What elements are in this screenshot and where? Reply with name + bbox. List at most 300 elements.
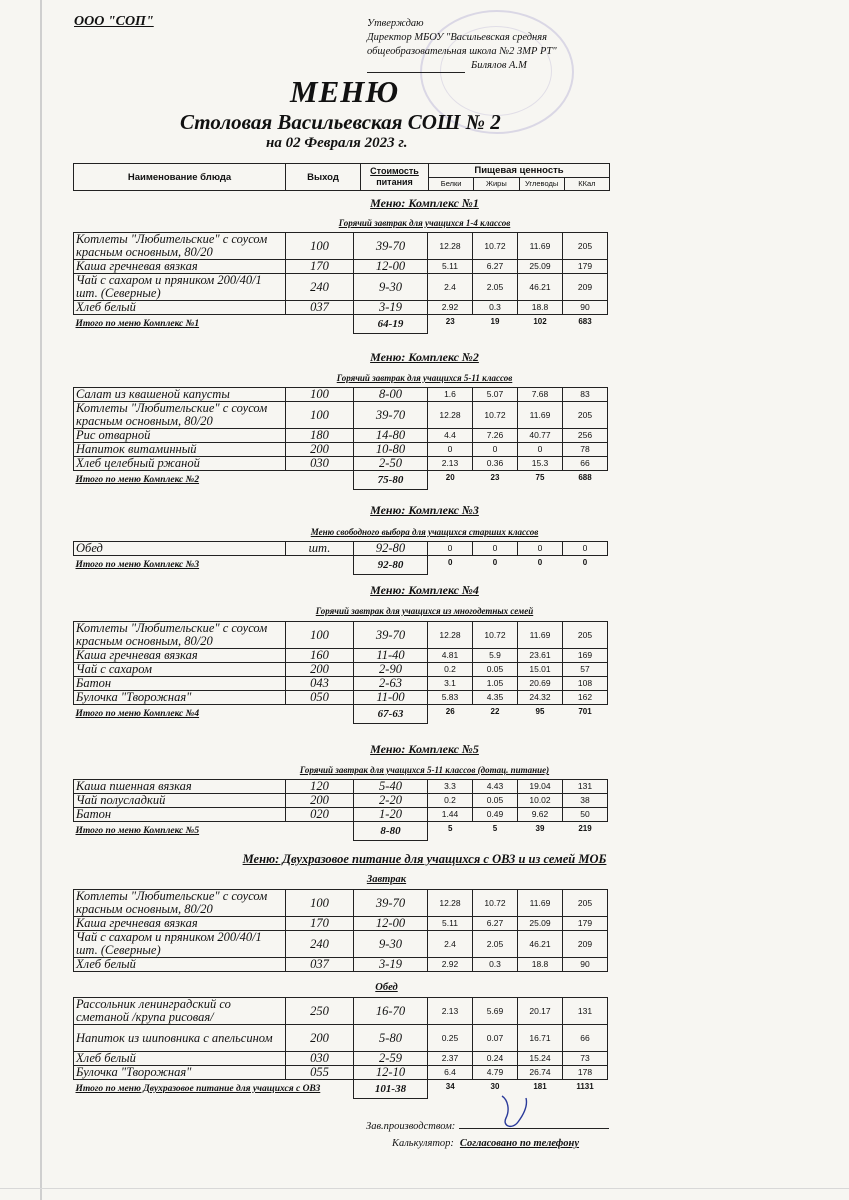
dish-kcal: 179 [563, 917, 608, 931]
dish-protein: 0.2 [428, 794, 473, 808]
dish-carbs: 0 [518, 542, 563, 556]
dish-protein: 2.37 [428, 1052, 473, 1066]
dish-price: 3-19 [354, 958, 428, 972]
header-price-line1: Стоимость [370, 166, 419, 176]
dish-row [74, 1025, 608, 1052]
dish-yield: 160 [286, 649, 354, 663]
dish-yield: 180 [286, 429, 354, 443]
section-sub-4: Горячий завтрак для учащихся из многодетных семей [315, 606, 534, 616]
dish-kcal: 169 [563, 649, 608, 663]
dish-fat: 4.35 [473, 691, 518, 705]
dish-price: 5-80 [354, 1025, 428, 1052]
total-carbs: 95 [535, 707, 545, 716]
header-price [361, 164, 429, 190]
dish-price: 8-00 [354, 388, 428, 402]
section-title-1: Меню: Комплекс №1 [370, 196, 479, 210]
section-title-3: Меню: Комплекс №3 [370, 503, 479, 517]
dish-row [74, 649, 608, 663]
dish-name: Рис отварной [74, 429, 286, 443]
dish-carbs: 23.61 [518, 649, 563, 663]
dish-protein: 6.4 [428, 1066, 473, 1080]
total-protein: 34 [445, 1082, 455, 1091]
dish-fat: 10.72 [473, 233, 518, 260]
total-spacer [286, 471, 354, 490]
dish-price: 9-30 [354, 274, 428, 301]
dish-row [74, 388, 608, 402]
total-label: Итого по меню Комплекс №4 [75, 708, 200, 719]
dish-fat: 0.24 [473, 1052, 518, 1066]
dish-fat: 4.79 [473, 1066, 518, 1080]
total-row [74, 556, 608, 575]
dish-price: 39-70 [354, 233, 428, 260]
production-signature-line [459, 1128, 609, 1129]
dish-protein: 4.4 [428, 429, 473, 443]
dish-price: 2-20 [354, 794, 428, 808]
total-price: 67-63 [354, 705, 428, 724]
dish-carbs: 15.24 [518, 1052, 563, 1066]
total-kcal: 683 [578, 317, 592, 326]
approval-block [367, 17, 627, 73]
total-fat: 22 [490, 707, 500, 716]
total-spacer [286, 315, 354, 334]
dish-carbs: 25.09 [518, 917, 563, 931]
dish-yield: 200 [286, 794, 354, 808]
dish-kcal: 0 [563, 542, 608, 556]
dish-row [74, 691, 608, 705]
dish-price: 11-40 [354, 649, 428, 663]
dish-protein: 5.83 [428, 691, 473, 705]
total-price: 8-80 [354, 822, 428, 841]
section-title-5: Меню: Комплекс №5 [370, 742, 479, 756]
dish-name: Каша гречневая вязкая [74, 649, 286, 663]
total-fat: 30 [490, 1082, 500, 1091]
section-sub-6-breakfast: Завтрак [366, 874, 407, 885]
scan-edge [40, 0, 42, 1200]
dish-price: 2-59 [354, 1052, 428, 1066]
dish-name: Батон [74, 808, 286, 822]
dish-price: 2-90 [354, 663, 428, 677]
dish-yield: 170 [286, 260, 354, 274]
total-protein: 5 [448, 824, 453, 833]
dish-name: Чай полусладкий [74, 794, 286, 808]
dish-row [74, 794, 608, 808]
dish-kcal: 66 [563, 1025, 608, 1052]
dish-carbs: 46.21 [518, 274, 563, 301]
menu-table-6a [73, 889, 608, 972]
dish-carbs: 40.77 [518, 429, 563, 443]
total-carbs: 39 [535, 824, 545, 833]
dish-carbs: 9.62 [518, 808, 563, 822]
dish-kcal: 205 [563, 622, 608, 649]
dish-fat: 5.69 [473, 998, 518, 1025]
dish-kcal: 205 [563, 233, 608, 260]
dish-protein: 2.92 [428, 958, 473, 972]
menu-table-1 [73, 232, 608, 334]
total-kcal: 1131 [576, 1082, 594, 1091]
dish-yield: 100 [286, 388, 354, 402]
approval-line-3: общеобразовательная школа №2 ЗМР РТ" [367, 46, 557, 57]
dish-carbs: 18.8 [518, 301, 563, 315]
dish-yield: 043 [286, 677, 354, 691]
dish-protein: 0.2 [428, 663, 473, 677]
dish-name: Котлеты "Любительские" с соусом красным основным, 80/20 [74, 402, 286, 429]
signature-line [367, 60, 465, 73]
dish-kcal: 209 [563, 274, 608, 301]
total-fat: 19 [490, 317, 500, 326]
dish-fat: 10.72 [473, 890, 518, 917]
dish-name: Салат из квашеной капусты [74, 388, 286, 402]
section-sub-5: Горячий завтрак для учащихся 5-11 классов (дотац. питание) [299, 765, 550, 775]
dish-row [74, 663, 608, 677]
dish-row [74, 998, 608, 1025]
dish-price: 10-80 [354, 443, 428, 457]
dish-yield: 100 [286, 233, 354, 260]
total-fat: 23 [490, 473, 500, 482]
total-kcal: 219 [578, 824, 592, 833]
dish-carbs: 24.32 [518, 691, 563, 705]
section-sub-6-lunch: Обед [375, 982, 398, 993]
dish-fat: 6.27 [473, 917, 518, 931]
menu-table-2 [73, 387, 608, 490]
dish-fat: 0.3 [473, 958, 518, 972]
dish-protein: 3.1 [428, 677, 473, 691]
dish-carbs: 0 [518, 443, 563, 457]
section-sub-3: Меню свободного выбора для учащихся старших классов [310, 527, 539, 537]
dish-fat: 10.72 [473, 622, 518, 649]
dish-fat: 2.05 [473, 274, 518, 301]
dish-carbs: 10.02 [518, 794, 563, 808]
total-spacer [286, 705, 354, 724]
dish-carbs: 15.3 [518, 457, 563, 471]
page-subtitle: Столовая Васильевская СОШ № 2 [180, 110, 501, 134]
dish-name: Хлеб белый [74, 301, 286, 315]
dish-name: Булочка "Творожная" [74, 691, 286, 705]
dish-carbs: 20.17 [518, 998, 563, 1025]
dish-kcal: 83 [563, 388, 608, 402]
dish-fat: 0.05 [473, 794, 518, 808]
dish-protein: 0 [428, 443, 473, 457]
dish-protein: 12.28 [428, 622, 473, 649]
total-fat: 5 [492, 824, 498, 833]
dish-name: Чай с сахаром [74, 663, 286, 677]
menu-table-6b [73, 997, 608, 1099]
dish-row [74, 443, 608, 457]
dish-row [74, 429, 608, 443]
total-label: Итого по меню Двухразовое питание для учащихся с ОВЗ [75, 1083, 321, 1094]
table-header [73, 163, 610, 191]
total-carbs: 181 [533, 1082, 547, 1091]
dish-row [74, 931, 608, 958]
approval-line-1: Утверждаю [367, 18, 424, 29]
dish-row [74, 260, 608, 274]
header-dish-name: Наименование блюда [74, 164, 286, 190]
total-spacer [286, 822, 354, 841]
dish-price: 3-19 [354, 301, 428, 315]
dish-yield: 100 [286, 402, 354, 429]
dish-yield: 030 [286, 457, 354, 471]
dish-protein: 12.28 [428, 402, 473, 429]
header-kcal: ККал [578, 179, 596, 188]
dish-kcal: 50 [563, 808, 608, 822]
dish-kcal: 205 [563, 402, 608, 429]
dish-row [74, 780, 608, 794]
dish-row [74, 1052, 608, 1066]
dish-yield: 100 [286, 890, 354, 917]
total-carbs: 102 [533, 317, 547, 326]
dish-row [74, 301, 608, 315]
dish-protein: 5.11 [428, 917, 473, 931]
dish-row [74, 542, 608, 556]
dish-name: Котлеты "Любительские" с соусом красным основным, 80/20 [74, 890, 286, 917]
dish-yield: шт. [286, 542, 354, 556]
total-spacer [286, 556, 354, 575]
dish-price: 2-50 [354, 457, 428, 471]
dish-price: 12-00 [354, 260, 428, 274]
dish-carbs: 15.01 [518, 663, 563, 677]
dish-kcal: 38 [563, 794, 608, 808]
total-kcal: 0 [582, 558, 588, 567]
dish-fat: 0.49 [473, 808, 518, 822]
section-sub-2: Горячий завтрак для учащихся 5-11 классов [336, 373, 513, 383]
dish-carbs: 46.21 [518, 931, 563, 958]
dish-kcal: 57 [563, 663, 608, 677]
menu-table-3 [73, 541, 608, 575]
total-protein: 23 [445, 317, 455, 326]
dish-protein: 5.11 [428, 260, 473, 274]
dish-yield: 037 [286, 301, 354, 315]
dish-carbs: 16.71 [518, 1025, 563, 1052]
total-fat: 0 [492, 558, 498, 567]
dish-row [74, 1066, 608, 1080]
dish-yield: 100 [286, 622, 354, 649]
dish-yield: 240 [286, 931, 354, 958]
total-row [74, 822, 608, 841]
dish-yield: 170 [286, 917, 354, 931]
calculator-label: Калькулятор: [392, 1138, 454, 1149]
dish-fat: 5.07 [473, 388, 518, 402]
dish-name: Хлеб белый [74, 1052, 286, 1066]
dish-kcal: 205 [563, 890, 608, 917]
dish-row [74, 274, 608, 301]
dish-name: Обед [74, 542, 286, 556]
signer-name: Билялов А.М [471, 60, 527, 71]
dish-carbs: 11.69 [518, 622, 563, 649]
dish-row [74, 677, 608, 691]
dish-kcal: 108 [563, 677, 608, 691]
dish-row [74, 457, 608, 471]
dish-carbs: 19.04 [518, 780, 563, 794]
total-kcal: 701 [578, 707, 592, 716]
dish-price: 2-63 [354, 677, 428, 691]
dish-kcal: 178 [563, 1066, 608, 1080]
dish-carbs: 11.69 [518, 890, 563, 917]
dish-protein: 0 [428, 542, 473, 556]
dish-carbs: 7.68 [518, 388, 563, 402]
dish-yield: 050 [286, 691, 354, 705]
dish-name: Котлеты "Любительские" с соусом красным основным, 80/20 [74, 233, 286, 260]
header-carbs: Углеводы [520, 178, 565, 190]
dish-yield: 120 [286, 780, 354, 794]
section-title-6: Меню: Двухразовое питание для учащихся с ОВЗ и из семей МОБ [242, 852, 607, 866]
approval-line-2: Директор МБОУ "Васильевская средняя [367, 32, 548, 43]
dish-protein: 12.28 [428, 233, 473, 260]
total-protein: 26 [445, 707, 455, 716]
total-label: Итого по меню Комплекс №5 [75, 825, 200, 836]
total-protein: 0 [448, 558, 453, 567]
dish-price: 14-80 [354, 429, 428, 443]
total-row [74, 471, 608, 490]
menu-table-5 [73, 779, 608, 841]
dish-yield: 200 [286, 663, 354, 677]
header-nutrition-title: Пищевая ценность [429, 164, 609, 178]
header-price-line2: питания [376, 177, 413, 187]
dish-row [74, 622, 608, 649]
dish-kcal: 78 [563, 443, 608, 457]
dish-price: 9-30 [354, 931, 428, 958]
dish-protein: 2.4 [428, 931, 473, 958]
dish-kcal: 256 [563, 429, 608, 443]
dish-carbs: 20.69 [518, 677, 563, 691]
total-carbs: 75 [535, 473, 545, 482]
total-label: Итого по меню Комплекс №3 [75, 559, 200, 570]
dish-kcal: 90 [563, 958, 608, 972]
footer-production [366, 1121, 609, 1132]
total-price: 75-80 [354, 471, 428, 490]
dish-carbs: 25.09 [518, 260, 563, 274]
dish-fat: 6.27 [473, 260, 518, 274]
dish-protein: 3.3 [428, 780, 473, 794]
dish-name: Рассольник ленинградский со сметаной /крупа рисовая/ [74, 998, 286, 1025]
dish-kcal: 179 [563, 260, 608, 274]
dish-fat: 0 [473, 542, 518, 556]
dish-yield: 200 [286, 443, 354, 457]
dish-protein: 0.25 [428, 1025, 473, 1052]
signature-row [367, 59, 627, 73]
dish-protein: 2.4 [428, 274, 473, 301]
total-row [74, 705, 608, 724]
header-fat: Жиры [474, 178, 519, 190]
dish-yield: 020 [286, 808, 354, 822]
scan-edge-bottom [0, 1188, 849, 1189]
total-row [74, 315, 608, 334]
header-nutrition [429, 164, 609, 190]
dish-price: 39-70 [354, 622, 428, 649]
dish-fat: 0 [473, 443, 518, 457]
dish-price: 39-70 [354, 890, 428, 917]
section-sub-1: Горячий завтрак для учащихся 1-4 классов [338, 218, 511, 228]
dish-price: 92-80 [354, 542, 428, 556]
menu-table-4 [73, 621, 608, 724]
dish-fat: 1.05 [473, 677, 518, 691]
dish-protein: 1.44 [428, 808, 473, 822]
dish-carbs: 26.74 [518, 1066, 563, 1080]
section-title-4: Меню: Комплекс №4 [370, 583, 479, 597]
dish-kcal: 90 [563, 301, 608, 315]
dish-name: Каша гречневая вязкая [74, 917, 286, 931]
section-title-2: Меню: Комплекс №2 [370, 350, 479, 364]
dish-name: Напиток витаминный [74, 443, 286, 457]
total-price: 101-38 [354, 1080, 428, 1099]
total-kcal: 688 [578, 473, 592, 482]
dish-row [74, 808, 608, 822]
dish-carbs: 11.69 [518, 402, 563, 429]
dish-kcal: 73 [563, 1052, 608, 1066]
dish-protein: 4.81 [428, 649, 473, 663]
dish-price: 12-10 [354, 1066, 428, 1080]
dish-price: 39-70 [354, 402, 428, 429]
dish-carbs: 18.8 [518, 958, 563, 972]
dish-name: Котлеты "Любительские" с соусом красным основным, 80/20 [74, 622, 286, 649]
dish-price: 1-20 [354, 808, 428, 822]
dish-yield: 200 [286, 1025, 354, 1052]
dish-name: Батон [74, 677, 286, 691]
dish-name: Чай с сахаром и пряником 200/40/1 шт. (Северные) [74, 274, 286, 301]
dish-protein: 2.92 [428, 301, 473, 315]
dish-fat: 4.43 [473, 780, 518, 794]
dish-protein: 2.13 [428, 998, 473, 1025]
page-title: МЕНЮ [290, 74, 400, 109]
dish-kcal: 131 [563, 998, 608, 1025]
dish-fat: 0.36 [473, 457, 518, 471]
dish-protein: 12.28 [428, 890, 473, 917]
dish-fat: 0.07 [473, 1025, 518, 1052]
dish-fat: 7.26 [473, 429, 518, 443]
total-price: 64-19 [354, 315, 428, 334]
dish-row [74, 402, 608, 429]
dish-price: 12-00 [354, 917, 428, 931]
dish-fat: 5.9 [473, 649, 518, 663]
dish-name: Хлеб белый [74, 958, 286, 972]
dish-price: 11-00 [354, 691, 428, 705]
dish-protein: 2.13 [428, 457, 473, 471]
calculator-value: Согласовано по телефону [459, 1138, 580, 1149]
organization-name: ООО "СОП" [74, 14, 154, 29]
header-yield: Выход [286, 164, 361, 190]
dish-name: Каша пшенная вязкая [74, 780, 286, 794]
dish-name: Напиток из шиповника с апельсином [74, 1025, 286, 1052]
total-label: Итого по меню Комплекс №1 [75, 318, 200, 329]
total-carbs: 0 [537, 558, 543, 567]
dish-protein: 1.6 [428, 388, 473, 402]
dish-row [74, 890, 608, 917]
dish-yield: 030 [286, 1052, 354, 1066]
menu-date: на 02 Февраля 2023 г. [266, 135, 408, 151]
dish-name: Каша гречневая вязкая [74, 260, 286, 274]
total-label: Итого по меню Комплекс №2 [75, 474, 200, 485]
dish-fat: 0.3 [473, 301, 518, 315]
dish-yield: 250 [286, 998, 354, 1025]
dish-name: Булочка "Творожная" [74, 1066, 286, 1080]
dish-yield: 055 [286, 1066, 354, 1080]
dish-price: 5-40 [354, 780, 428, 794]
dish-yield: 037 [286, 958, 354, 972]
dish-fat: 10.72 [473, 402, 518, 429]
total-protein: 20 [445, 473, 455, 482]
dish-row [74, 233, 608, 260]
dish-price: 16-70 [354, 998, 428, 1025]
dish-kcal: 131 [563, 780, 608, 794]
total-price: 92-80 [354, 556, 428, 575]
dish-row [74, 958, 608, 972]
dish-kcal: 209 [563, 931, 608, 958]
production-label: Зав.производством: [366, 1121, 456, 1132]
dish-kcal: 162 [563, 691, 608, 705]
header-protein: Белки [429, 178, 474, 190]
dish-fat: 0.05 [473, 663, 518, 677]
dish-name: Хлеб целебный ржаной [74, 457, 286, 471]
dish-yield: 240 [286, 274, 354, 301]
dish-fat: 2.05 [473, 931, 518, 958]
